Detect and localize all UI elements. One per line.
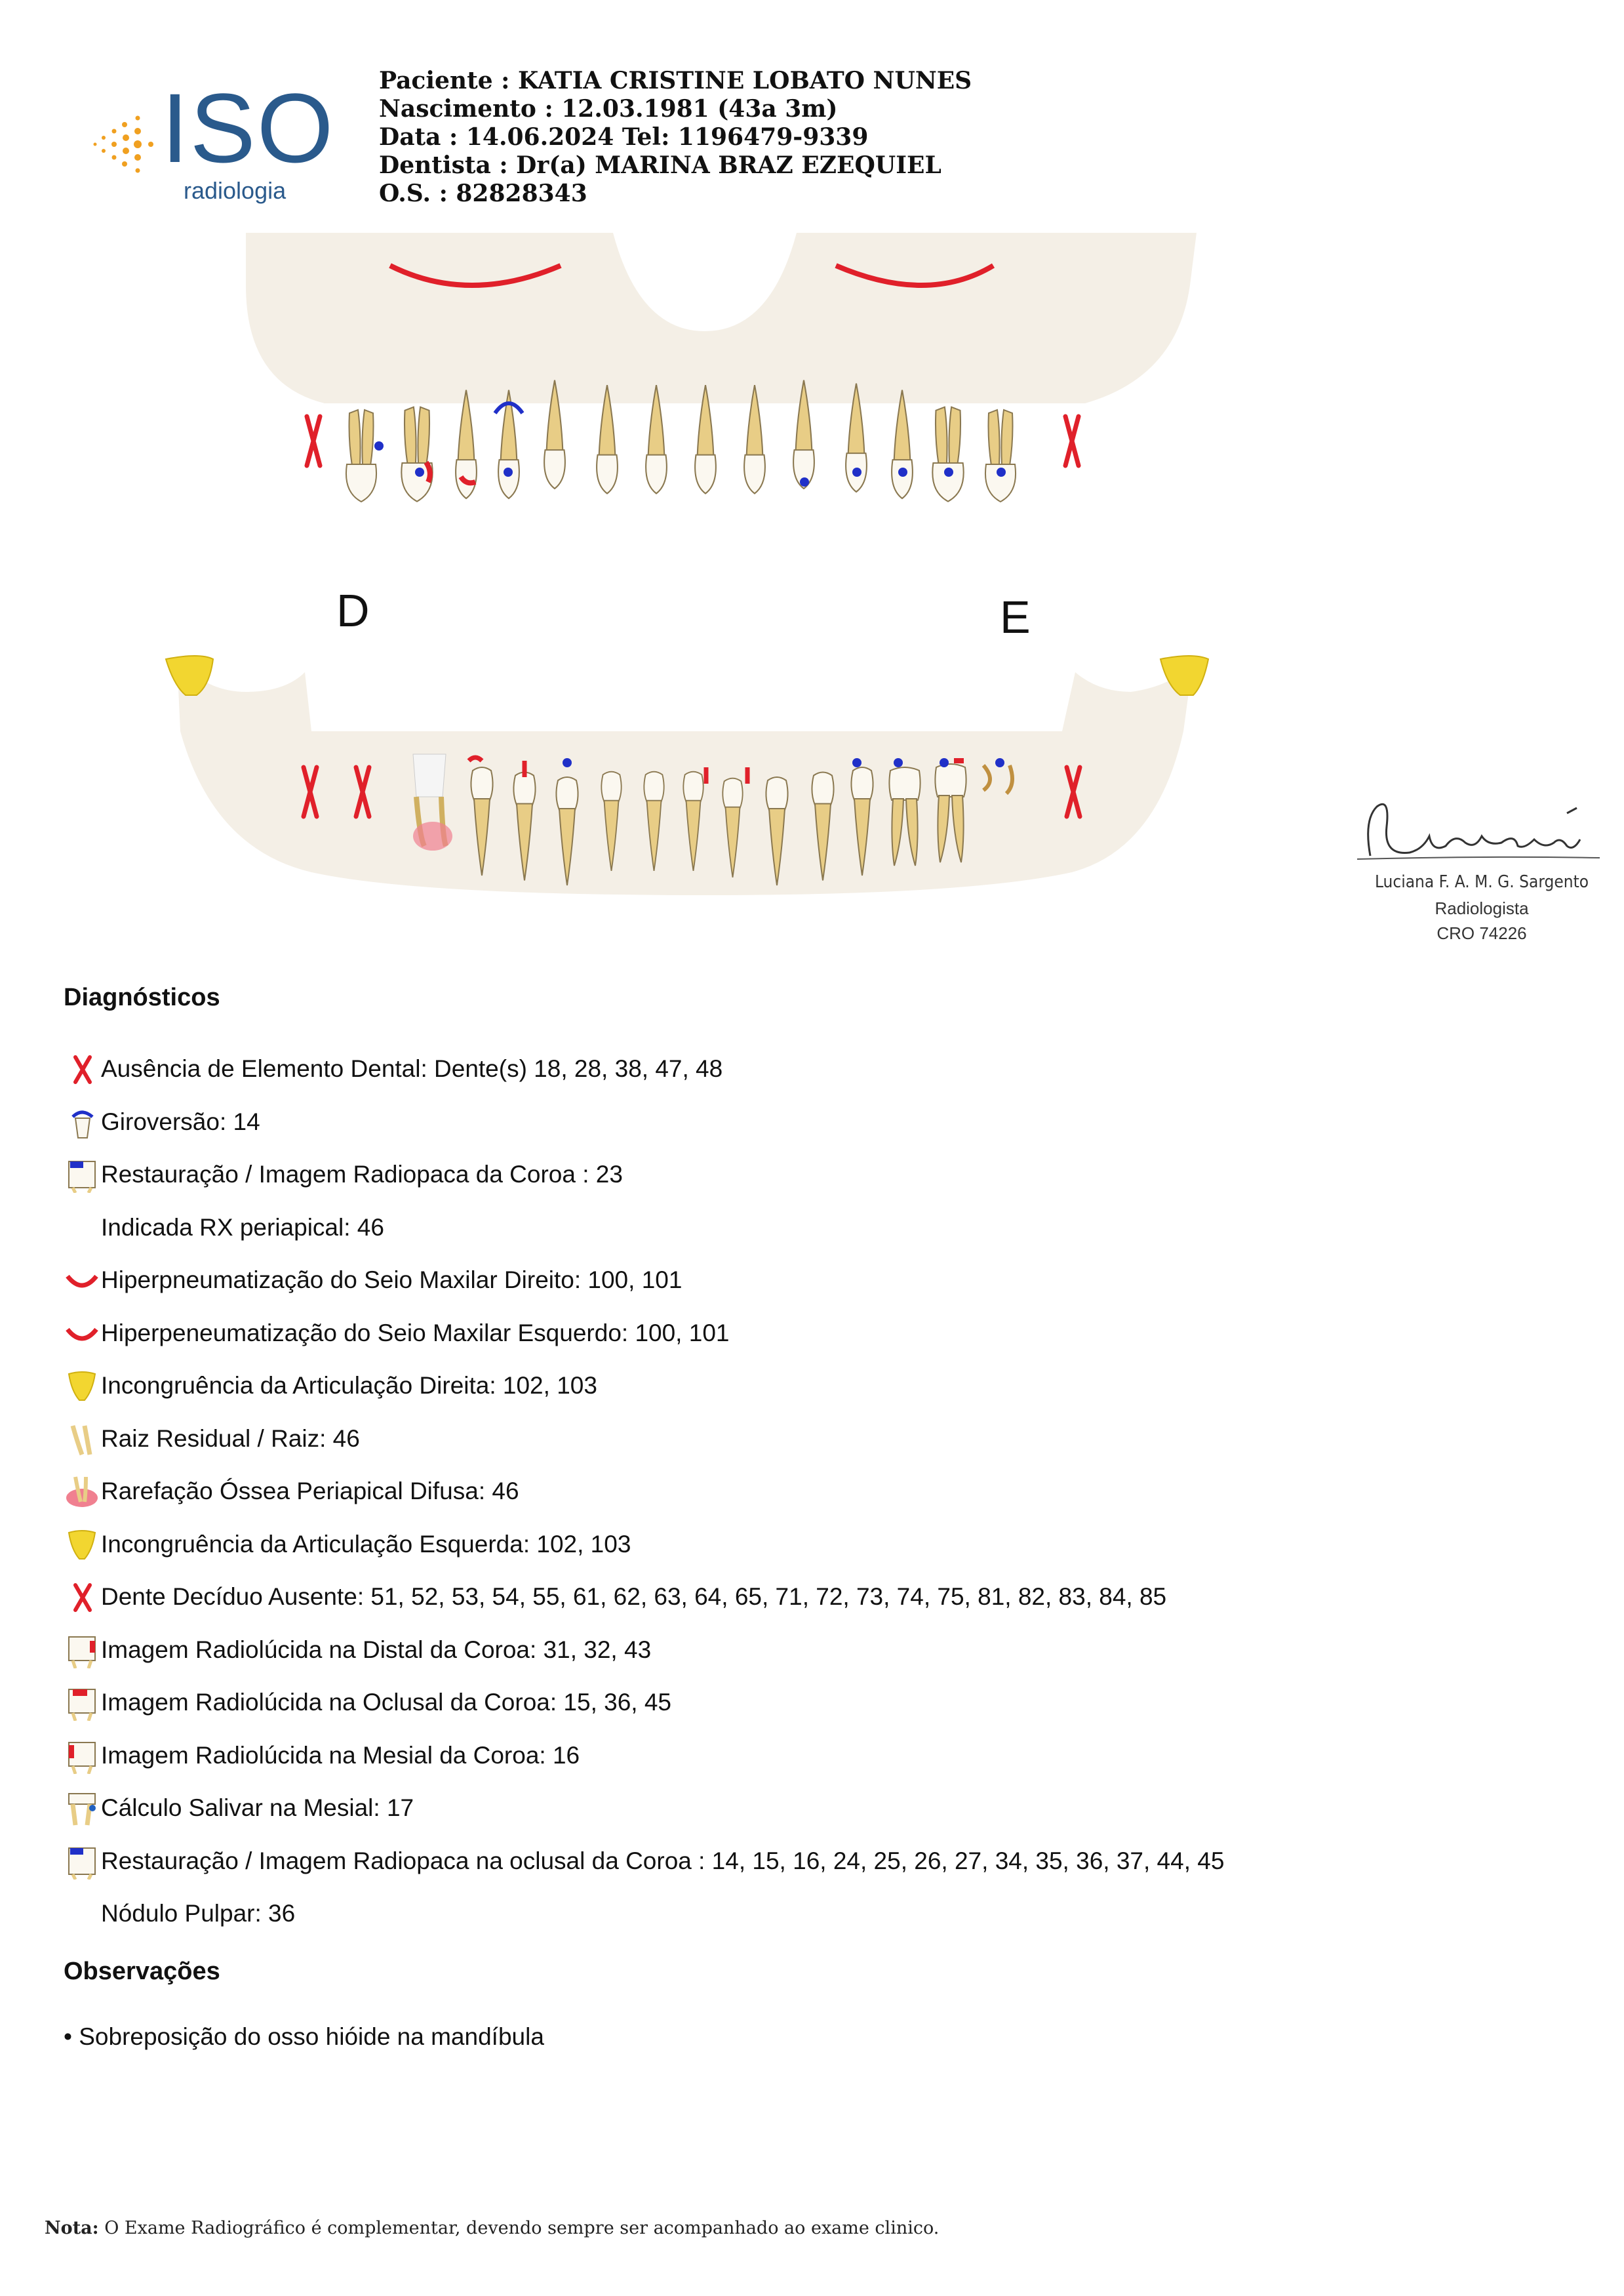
root-icon: [64, 1420, 100, 1457]
handwritten-signature: [1351, 794, 1613, 872]
diagnostic-item: [64, 1624, 1572, 1677]
diagnostic-item: [64, 1254, 1572, 1307]
diagnostic-item: [64, 1307, 1572, 1360]
diagnostic-text: Ausência de Elemento Dental: Dente(s) 18, 28, 38, 47, 48: [101, 1055, 723, 1083]
diagnostic-item: [64, 1729, 1572, 1782]
joint-icon: [64, 1526, 100, 1563]
diagnostic-item: [64, 1782, 1572, 1835]
logo-word: ISO: [161, 73, 335, 183]
diagnostic-text: Restauração / Imagem Radiopaca da Coroa : 23: [101, 1161, 623, 1188]
observation-item: • Sobreposição do osso hióide na mandíbula: [64, 2023, 544, 2050]
signature-block: [1351, 794, 1613, 964]
diagnostic-text: Cálculo Salivar na Mesial: 17: [101, 1794, 414, 1822]
tooth-red-distal-icon: [64, 1632, 100, 1668]
dental-chart: [49, 233, 1331, 974]
rarefaction-icon: [64, 1473, 100, 1510]
tooth-blue-icon: [64, 1156, 100, 1193]
patient-birth: Nascimento : 12.03.1981 (43a 3m): [379, 95, 838, 123]
patient-name: Paciente : KATIA CRISTINE LOBATO NUNES: [379, 67, 972, 94]
diagnostic-item: [64, 1518, 1572, 1571]
diagnostic-text: Incongruência da Articulação Esquerda: 102, 103: [101, 1530, 631, 1558]
diagnostic-text: Raiz Residual / Raiz: 46: [101, 1424, 360, 1452]
diagnostic-text: Nódulo Pulpar: 36: [101, 1900, 296, 1927]
diagnostic-item: [64, 1887, 1572, 1941]
logo-subtitle: radiologia: [184, 177, 287, 204]
diagnostic-item: [64, 1359, 1572, 1413]
tooth-red-mesial-icon: [64, 1737, 100, 1774]
footnote-text: O Exame Radiográfico é complementar, devendo sempre ser acompanhado ao exame clinico.: [98, 2218, 940, 2238]
right-side-label: D: [336, 585, 370, 636]
diagnostic-item: [64, 1413, 1572, 1466]
x-icon: [64, 1579, 100, 1615]
iso-logo: [92, 73, 335, 210]
diagnostic-item: [64, 1571, 1572, 1624]
diagnostic-text: Hiperpneumatização do Seio Maxilar Direito: 100, 101: [101, 1266, 683, 1294]
footnote-label: Nota:: [45, 2218, 99, 2238]
diagnostic-text: Indicada RX periapical: 46: [101, 1213, 384, 1241]
radiologist-name: Luciana F. A. M. G. Sargento: [1374, 872, 1589, 892]
joint-icon: [64, 1367, 100, 1404]
diagnostic-text: Imagem Radiolúcida na Mesial da Coroa: 16: [101, 1741, 580, 1769]
diagnostic-item: [64, 1465, 1572, 1518]
diagnostic-text: Imagem Radiolúcida na Distal da Coroa: 31, 32, 43: [101, 1636, 652, 1663]
diagnostics-list: [64, 1043, 1572, 1941]
x-icon: [64, 1051, 100, 1087]
periapical-rarefaction: [413, 822, 452, 851]
sinus-icon: [64, 1262, 100, 1299]
diagnostic-text: Giroversão: 14: [101, 1108, 260, 1135]
patient-header: [379, 67, 972, 208]
diagnostic-text: Incongruência da Articulação Direita: 102, 103: [101, 1372, 597, 1400]
left-side-label: E: [1000, 592, 1031, 643]
diagnostic-text: Dente Decíduo Ausente: 51, 52, 53, 54, 55, 61, 62, 63, 64, 65, 71, 72, 73, 74, 75, 81, 82, 83, 84, 85: [101, 1583, 1167, 1611]
radiologist-role: Radiologista: [1435, 898, 1529, 918]
diagnostic-text: Restauração / Imagem Radiopaca na oclusal da Coroa : 14, 15, 16, 24, 25, 26, 27, 34, 35, 36, 37, 44, 45: [101, 1847, 1225, 1874]
diagnostic-item: [64, 1676, 1572, 1729]
sunburst-icon: [92, 105, 164, 184]
radiologist-cro: CRO 74226: [1436, 923, 1527, 943]
diagnostic-text: Hiperpeneumatização do Seio Maxilar Esquerdo: 100, 101: [101, 1319, 730, 1346]
dentist-name: Dentista : Dr(a) MARINA BRAZ EZEQUIEL: [379, 151, 941, 179]
diagnostic-item: [64, 1043, 1572, 1096]
tooth-red-occlusal-icon: [64, 1684, 100, 1721]
order-number: O.S. : 82828343: [379, 180, 587, 207]
rotation-icon: [64, 1104, 100, 1140]
exam-date-phone: Data : 14.06.2024 Tel: 1196479-9339: [379, 123, 869, 151]
diagnostics-title: Diagnósticos: [64, 984, 220, 1011]
diagnostic-text: Imagem Radiolúcida na Oclusal da Coroa: 15, 36, 45: [101, 1689, 672, 1716]
sinus-icon: [64, 1315, 100, 1352]
tooth-blue-icon: [64, 1843, 100, 1880]
diagnostic-item: [64, 1835, 1572, 1888]
footnote: [45, 2218, 939, 2238]
diagnostic-item: [64, 1148, 1572, 1201]
diagnostic-item: [64, 1096, 1572, 1149]
calculus-icon: [64, 1790, 100, 1826]
observations-title: Observações: [64, 1958, 220, 1985]
diagnostic-text: Rarefação Óssea Periapical Difusa: 46: [101, 1478, 519, 1505]
diagnostic-item: [64, 1201, 1572, 1255]
